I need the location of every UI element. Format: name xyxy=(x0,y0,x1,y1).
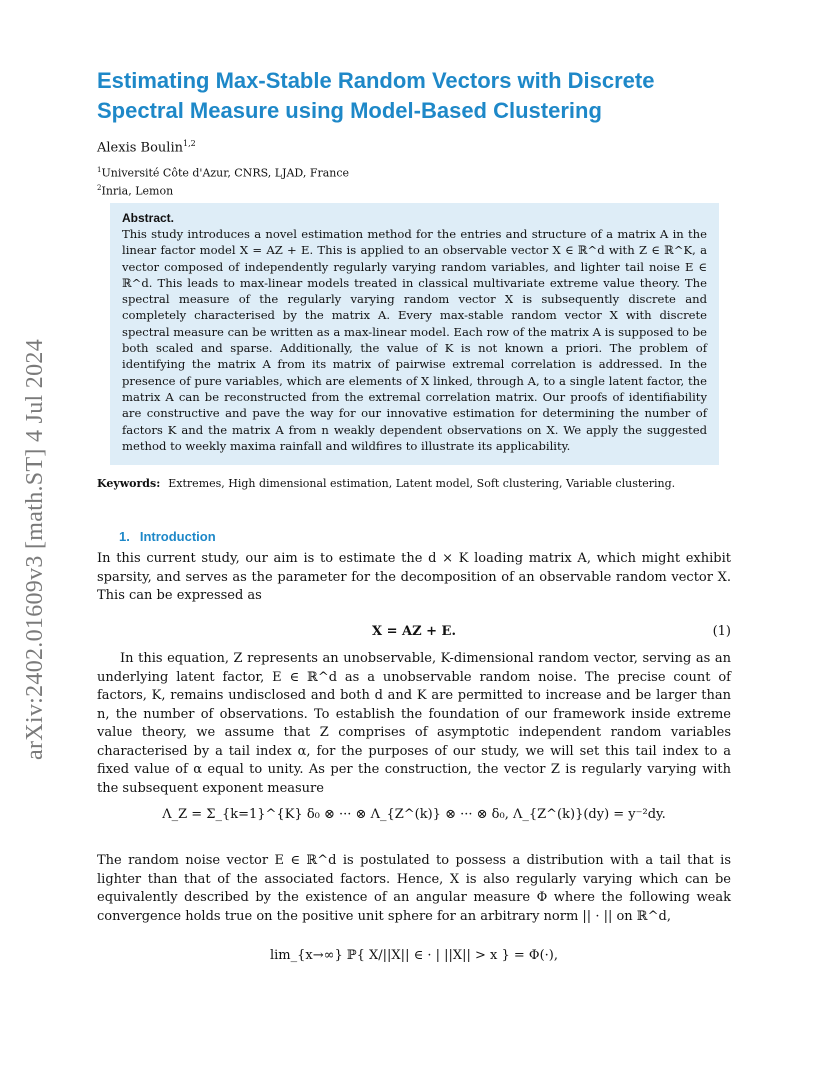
author-affiliation-marks: 1,2 xyxy=(182,139,196,148)
equation-exponent-measure: Λ_Z = Σ_{k=1}^{K} δ₀ ⊗ ··· ⊗ Λ_{Z^(k)} ⊗ ··· ⊗ δ₀, Λ_{Z^(k)}(dy) = y⁻²dy. xyxy=(162,807,666,822)
intro-paragraph-2: In this equation, Z represents an unobservable, K-dimensional random vector, serving as an underlying latent factor, E ∈ ℝ^d as a unobservable random noise. The precise count of factors, K, remains undisclosed and both d and K are permitted to increase and be larger than n, the number of observations. To establish the foundation of our framework inside extreme value theory, we assume that Z comprises of asymptotic independent random variables characterised by a tail index α, for the purposes of our study, we will set this tail index to a fixed value of α equal to unity. As per the construction, the vector Z is regularly varying with the subsequent exponent measure xyxy=(97,651,731,796)
equation-1-body: X = AZ + E. xyxy=(372,624,456,639)
section-title: Introduction xyxy=(139,529,216,544)
abstract-text: This study introduces a novel estimation method for the entries and structure of a matrix A in the linear factor model X = AZ + E. This is applied to an observable vector X ∈ ℝ^d with Z ∈ ℝ^K, a vector composed of independently regularly varying random variables, and lighter tail noise E ∈ ℝ^d. This leads to max-linear models treated in classical multivariate extreme value theory. The spectral measure of the regularly varying random vector X is subsequently discrete and completely characterised by the matrix A. Every max-stable random vector X with discrete spectral measure can be written as a max-linear model. Each row of the matrix A is supposed to be both scaled and sparse. Additionally, the value of K is not known a priori. The problem of identifying the matrix A from its matrix of pairwise extremal correlation is addressed. In the presence of pure variables, which are elements of X linked, through A, to a single latent factor, the matrix A can be reconstructed from the extremal correlation matrix. Our proofs of identifiability are constructive and pave the way for our innovative estimation for determining the number of factors K and the matrix A from n weakly dependent observations on X. We apply the suggested method to weekly maxima rainfall and wildfires to illustrate its applicability. xyxy=(122,227,707,453)
paper-title-line-1: Estimating Max-Stable Random Vectors with Discrete xyxy=(97,68,655,93)
affiliation-2: $^2$Inria, Lemon xyxy=(97,183,174,198)
intro-paragraph-3: The random noise vector E ∈ ℝ^d is postulated to possess a distribution with a tail that is lighter than that of the associated factors. Hence, X is also regularly varying which can be equivalently described by the existence of an angular measure Φ where the following weak convergence holds true on the positive unit sphere for an arbitrary norm || · || on ℝ^d, xyxy=(97,853,731,924)
author-line xyxy=(97,139,196,155)
affiliation-1: $^1$Université Côte d'Azur, CNRS, LJAD, France xyxy=(97,166,350,180)
section-number: 1. xyxy=(119,529,130,544)
equation-weak-convergence: lim_{x→∞} ℙ{ X/||X|| ∈ · | ||X|| > x } = Φ(·), xyxy=(269,948,558,963)
intro-paragraph-1: In this current study, our aim is to estimate the d × K loading matrix A, which might exhibit sparsity, and serves as the parameter for the decomposition of an observable random vector X. This can be expressed as xyxy=(97,551,731,603)
keywords xyxy=(97,477,737,490)
arxiv-identifier: arXiv:2402.01609v3 [math.ST] 4 Jul 2024 xyxy=(22,338,48,760)
paper-title-line-2: Spectral Measure using Model-Based Clustering xyxy=(97,98,602,123)
abstract-box xyxy=(110,203,719,465)
author-name: Alexis Boulin xyxy=(97,140,183,156)
keywords-label: Keywords: xyxy=(97,477,161,490)
paper-title xyxy=(97,66,737,126)
section-heading-introduction xyxy=(119,529,216,544)
affiliations xyxy=(97,163,349,198)
keywords-list: Extremes, High dimensional estimation, Latent model, Soft clustering, Variable clustering. xyxy=(168,477,676,490)
abstract-heading: Abstract. xyxy=(122,211,175,225)
equation-1 xyxy=(97,624,731,639)
equation-1-number: (1) xyxy=(712,624,731,639)
